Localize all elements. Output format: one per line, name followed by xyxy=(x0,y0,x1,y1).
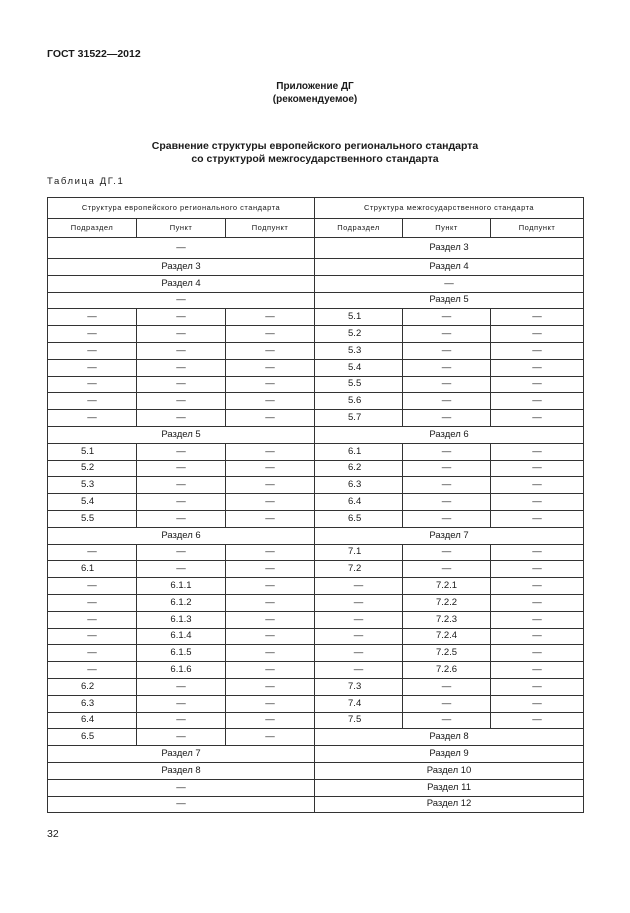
table-cell: — xyxy=(137,376,226,393)
table-row xyxy=(48,796,584,813)
table-cell: — xyxy=(48,309,137,326)
table-row xyxy=(48,494,584,511)
table-cell: 5.1 xyxy=(315,309,403,326)
table-cell: 6.3 xyxy=(48,695,137,712)
table-row xyxy=(48,712,584,729)
table-cell: — xyxy=(48,645,137,662)
table-cell: — xyxy=(491,359,584,376)
table-cell: — xyxy=(137,309,226,326)
group-header-european: Структура европейского регионального стандарта xyxy=(48,198,315,219)
table-cell: — xyxy=(137,326,226,343)
table-cell: 6.1.5 xyxy=(137,645,226,662)
annex-subtitle: (рекомендуемое) xyxy=(272,94,358,105)
table-cell: 6.5 xyxy=(48,729,137,746)
table-cell: — xyxy=(315,275,584,292)
table-cell: — xyxy=(491,695,584,712)
table-cell: — xyxy=(48,359,137,376)
table-cell: — xyxy=(137,678,226,695)
table-row xyxy=(48,695,584,712)
table-cell: — xyxy=(226,326,315,343)
table-cell: — xyxy=(137,342,226,359)
table-cell: 5.3 xyxy=(48,477,137,494)
table-cell: — xyxy=(48,393,137,410)
column-header: Подпункт xyxy=(226,219,315,238)
table-row xyxy=(48,645,584,662)
table-cell: — xyxy=(403,342,491,359)
table-cell: Раздел 4 xyxy=(48,275,315,292)
table-cell: — xyxy=(48,342,137,359)
table-cell: — xyxy=(226,678,315,695)
table-cell: 7.3 xyxy=(315,678,403,695)
table-row xyxy=(48,544,584,561)
table-cell: Раздел 7 xyxy=(315,527,584,544)
table-cell: — xyxy=(226,729,315,746)
table-cell: — xyxy=(491,494,584,511)
table-cell: — xyxy=(403,326,491,343)
table-row xyxy=(48,238,584,259)
table-cell: — xyxy=(403,443,491,460)
annex-title: Приложение ДГ xyxy=(276,81,354,92)
table-cell: Раздел 3 xyxy=(48,259,315,276)
table-cell: — xyxy=(48,628,137,645)
table-cell: — xyxy=(226,376,315,393)
table-cell: — xyxy=(48,326,137,343)
table-cell: — xyxy=(226,494,315,511)
table-cell: 5.4 xyxy=(315,359,403,376)
table-cell: — xyxy=(48,796,315,813)
table-cell: — xyxy=(491,578,584,595)
table-cell: Раздел 10 xyxy=(315,762,584,779)
table-cell: 7.2 xyxy=(315,561,403,578)
table-cell: — xyxy=(315,628,403,645)
table-cell: Раздел 8 xyxy=(48,762,315,779)
table-cell: Раздел 9 xyxy=(315,746,584,763)
table-cell: 6.5 xyxy=(315,510,403,527)
table-cell: — xyxy=(226,309,315,326)
table-row xyxy=(48,762,584,779)
table-cell: — xyxy=(226,561,315,578)
table-row xyxy=(48,746,584,763)
table-cell: — xyxy=(137,359,226,376)
table-row xyxy=(48,259,584,276)
table-cell: — xyxy=(226,443,315,460)
table-row xyxy=(48,510,584,527)
table-cell: 6.4 xyxy=(315,494,403,511)
table-cell: — xyxy=(226,393,315,410)
table-cell: — xyxy=(137,477,226,494)
table-row xyxy=(48,359,584,376)
table-cell: — xyxy=(491,611,584,628)
table-cell: — xyxy=(226,359,315,376)
table-cell: 6.2 xyxy=(315,460,403,477)
table-row xyxy=(48,443,584,460)
table-cell: 5.6 xyxy=(315,393,403,410)
table-cell: — xyxy=(403,359,491,376)
table-cell: — xyxy=(48,594,137,611)
table-row xyxy=(48,275,584,292)
annex-heading xyxy=(0,80,630,106)
table-cell: — xyxy=(226,510,315,527)
table-cell: 7.5 xyxy=(315,712,403,729)
table-cell: — xyxy=(491,662,584,679)
table-cell: Раздел 11 xyxy=(315,779,584,796)
table-cell: 6.1.4 xyxy=(137,628,226,645)
table-row xyxy=(48,662,584,679)
table-cell: — xyxy=(137,393,226,410)
table-cell: — xyxy=(226,578,315,595)
table-cell: — xyxy=(137,410,226,427)
table-row xyxy=(48,309,584,326)
table-cell: — xyxy=(491,477,584,494)
table-cell: 5.1 xyxy=(48,443,137,460)
table-cell: — xyxy=(137,695,226,712)
table-caption: Таблица ДГ.1 xyxy=(47,176,125,187)
table-cell: — xyxy=(226,611,315,628)
table-cell: 6.1 xyxy=(48,561,137,578)
table-cell: 5.4 xyxy=(48,494,137,511)
table-cell: Раздел 12 xyxy=(315,796,584,813)
table-cell: 6.4 xyxy=(48,712,137,729)
table-cell: — xyxy=(491,443,584,460)
table-cell: — xyxy=(226,544,315,561)
table-cell: 5.2 xyxy=(48,460,137,477)
table-cell: 5.3 xyxy=(315,342,403,359)
column-header: Подраздел xyxy=(48,219,137,238)
table-cell: 7.2.5 xyxy=(403,645,491,662)
table-cell: — xyxy=(491,376,584,393)
table-cell: — xyxy=(226,477,315,494)
table-cell: — xyxy=(226,662,315,679)
table-row xyxy=(48,527,584,544)
table-cell: Раздел 7 xyxy=(48,746,315,763)
table-cell: — xyxy=(491,309,584,326)
table-row xyxy=(48,578,584,595)
table-cell: — xyxy=(491,326,584,343)
group-header-interstate: Структура межгосударственного стандарта xyxy=(315,198,584,219)
table-cell: — xyxy=(403,510,491,527)
table-cell: — xyxy=(226,645,315,662)
table-row xyxy=(48,779,584,796)
column-header: Пункт xyxy=(403,219,491,238)
standard-designation: ГОСТ 31522—2012 xyxy=(47,48,141,60)
table-cell: — xyxy=(48,292,315,309)
table-row xyxy=(48,376,584,393)
table-cell: 6.1.3 xyxy=(137,611,226,628)
table-cell: — xyxy=(226,460,315,477)
table-cell: 7.2.1 xyxy=(403,578,491,595)
table-cell: 6.1.2 xyxy=(137,594,226,611)
table-cell: — xyxy=(491,544,584,561)
table-row xyxy=(48,628,584,645)
column-header: Подраздел xyxy=(315,219,403,238)
table-cell: 6.1.1 xyxy=(137,578,226,595)
table-cell: — xyxy=(491,393,584,410)
table-row xyxy=(48,678,584,695)
table-cell: — xyxy=(403,460,491,477)
table-cell: — xyxy=(491,510,584,527)
table-cell: — xyxy=(403,712,491,729)
table-cell: — xyxy=(226,695,315,712)
table-cell: — xyxy=(48,376,137,393)
table-cell: Раздел 6 xyxy=(48,527,315,544)
table-cell: — xyxy=(491,712,584,729)
table-cell: — xyxy=(403,393,491,410)
column-header: Пункт xyxy=(137,219,226,238)
table-cell: — xyxy=(403,695,491,712)
table-cell: — xyxy=(403,544,491,561)
table-cell: — xyxy=(226,712,315,729)
table-cell: — xyxy=(137,712,226,729)
table-cell: — xyxy=(491,594,584,611)
table-row xyxy=(48,393,584,410)
table-row xyxy=(48,410,584,427)
table-cell: 6.1.6 xyxy=(137,662,226,679)
table-cell: — xyxy=(491,678,584,695)
table-cell: — xyxy=(48,238,315,259)
table-cell: Раздел 6 xyxy=(315,426,584,443)
table-cell: — xyxy=(226,342,315,359)
table-row xyxy=(48,460,584,477)
table-row xyxy=(48,326,584,343)
table-cell: 5.2 xyxy=(315,326,403,343)
table-cell: — xyxy=(491,628,584,645)
table-cell: — xyxy=(137,544,226,561)
table-row xyxy=(48,292,584,309)
table-cell: — xyxy=(137,510,226,527)
table-cell: 5.5 xyxy=(315,376,403,393)
document-title-line-2: со структурой межгосударственного стандарта xyxy=(191,153,439,165)
table-cell: — xyxy=(48,578,137,595)
table-cell: — xyxy=(315,645,403,662)
column-header: Подпункт xyxy=(491,219,584,238)
table-cell: — xyxy=(315,578,403,595)
table-row xyxy=(48,594,584,611)
table-cell: — xyxy=(403,561,491,578)
table-row xyxy=(48,611,584,628)
table-cell: — xyxy=(315,594,403,611)
table-cell: — xyxy=(137,494,226,511)
table-cell: — xyxy=(226,410,315,427)
table-cell: — xyxy=(315,662,403,679)
table-cell: — xyxy=(403,494,491,511)
table-cell: — xyxy=(137,443,226,460)
document-title xyxy=(0,140,630,166)
table-cell: — xyxy=(403,477,491,494)
table-cell: — xyxy=(491,410,584,427)
table-cell: — xyxy=(48,410,137,427)
table-cell: — xyxy=(491,645,584,662)
table-cell: — xyxy=(48,662,137,679)
table-cell: — xyxy=(403,410,491,427)
table-cell: 6.1 xyxy=(315,443,403,460)
table-cell: — xyxy=(226,628,315,645)
table-cell: 7.2.3 xyxy=(403,611,491,628)
table-cell: 7.4 xyxy=(315,695,403,712)
table-row xyxy=(48,426,584,443)
table-cell: — xyxy=(403,309,491,326)
table-row xyxy=(48,561,584,578)
structure-comparison-table xyxy=(47,197,584,813)
table-cell: — xyxy=(491,561,584,578)
table-cell: 7.2.6 xyxy=(403,662,491,679)
table-cell: 7.2.2 xyxy=(403,594,491,611)
table-cell: — xyxy=(403,376,491,393)
page-number: 32 xyxy=(47,828,59,840)
table-cell: — xyxy=(403,678,491,695)
table-cell: Раздел 5 xyxy=(48,426,315,443)
table-cell: — xyxy=(137,561,226,578)
table-cell: 6.2 xyxy=(48,678,137,695)
table-cell: — xyxy=(137,729,226,746)
table-cell: 7.1 xyxy=(315,544,403,561)
table-row xyxy=(48,342,584,359)
table-cell: — xyxy=(48,779,315,796)
table-cell: 7.2.4 xyxy=(403,628,491,645)
table-cell: Раздел 8 xyxy=(315,729,584,746)
table-cell: — xyxy=(48,544,137,561)
table-cell: 5.5 xyxy=(48,510,137,527)
table-cell: 6.3 xyxy=(315,477,403,494)
table-cell: — xyxy=(48,611,137,628)
table-cell: — xyxy=(491,342,584,359)
table-cell: 5.7 xyxy=(315,410,403,427)
table-row xyxy=(48,729,584,746)
table-cell: Раздел 4 xyxy=(315,259,584,276)
table-cell: Раздел 5 xyxy=(315,292,584,309)
table-cell: — xyxy=(226,594,315,611)
table-row xyxy=(48,477,584,494)
table-cell: — xyxy=(315,611,403,628)
table-cell: Раздел 3 xyxy=(315,238,584,259)
table-cell: — xyxy=(137,460,226,477)
document-title-line-1: Сравнение структуры европейского регионального стандарта xyxy=(151,140,479,152)
table-cell: — xyxy=(491,460,584,477)
table-body xyxy=(48,238,584,813)
